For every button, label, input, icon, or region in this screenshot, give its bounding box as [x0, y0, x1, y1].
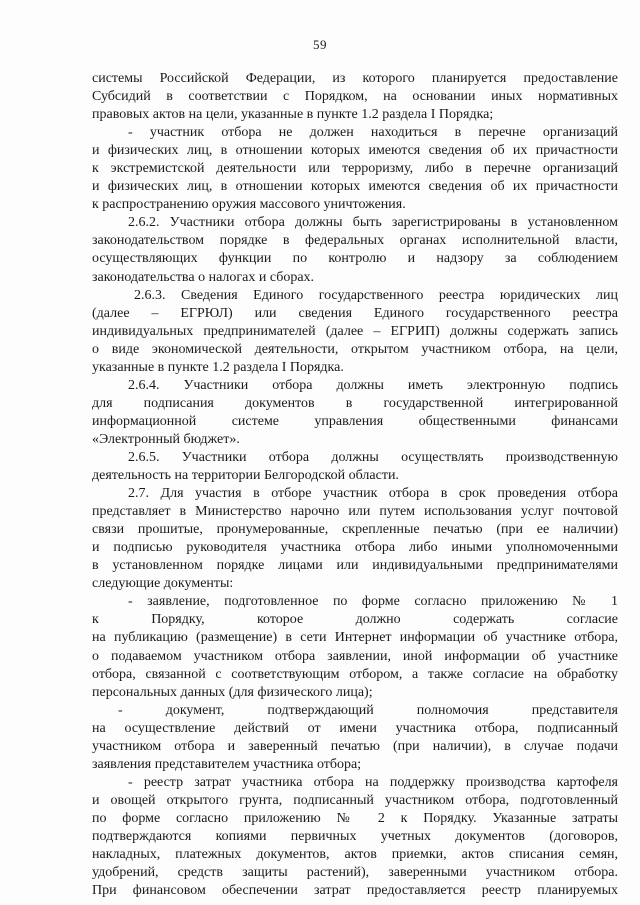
text-line: - документ, подтверждающий полномочия представителя: [118, 702, 618, 718]
text-line: правовых актов на цели, указанные в пункте 1.2 раздела I Порядка;: [92, 107, 494, 123]
text-line: накладных, платежных документов, актов приемки, актов списания семян,: [92, 847, 618, 863]
text-line: удобрений, средств защиты растений), заверенными участником отбора.: [92, 865, 618, 881]
text-line: к Порядку, которое должно содержать согласие: [92, 612, 618, 628]
text-line: 2.6.3. Сведения Единого государственного реестра юридических лиц: [134, 287, 618, 303]
text-line: отбора, связанной с соответствующим отбором, а также согласие на обработку: [92, 666, 618, 682]
text-line: в установленном порядке лицами или индивидуальными предпринимателями: [92, 558, 618, 574]
text-line: на публикацию (размещение) в сети Интернет информации об участнике отбора,: [92, 630, 618, 646]
text-line: (далее – ЕГРЮЛ) или сведения Единого государственного реестра: [92, 305, 618, 321]
text-line: - реестр затрат участника отбора на поддержку производства картофеля: [128, 774, 618, 790]
text-line: осуществляющих функции по контролю и надзору за соблюдением: [92, 251, 618, 267]
text-line: «Электронный бюджет».: [92, 431, 240, 447]
text-line: подтверждаются копиями первичных учетных документов (договоров,: [92, 828, 618, 844]
text-line: на осуществление действий от имени участника отбора, подписанный: [92, 720, 618, 736]
text-line: деятельность на территории Белгородской области.: [92, 468, 399, 484]
text-line: 2.7. Для участия в отборе участник отбора в срок проведения отбора: [128, 486, 618, 502]
text-line: о подаваемом участником отбора заявлении, иной информации об участнике: [92, 648, 618, 664]
text-line: 2.6.4. Участники отбора должны иметь электронную подпись: [128, 377, 618, 393]
text-line: и физических лиц, в отношении которых имеются сведения об их причастности: [92, 179, 618, 195]
text-line: по форме согласно приложению № 2 к Порядку. Указанные затраты: [92, 810, 618, 826]
text-line: к экстремистской деятельности или терроризму, либо в перечне организаций: [92, 161, 618, 177]
text-line: к распространению оружия массового уничтожения.: [92, 197, 406, 213]
text-line: заявления представителем участника отбора;: [92, 756, 362, 772]
text-line: связи прошитые, пронумерованные, скрепленные печатью (при ее наличии): [92, 522, 618, 538]
text-line: законодательством порядке в федеральных органах исполнительной власти,: [92, 233, 618, 249]
text-line: представляет в Министерство нарочно или путем использования услуг почтовой: [92, 504, 618, 520]
text-line: о виде экономической деятельности, открытом участником отбора, на цели,: [92, 341, 618, 357]
text-line: законодательства о налогах и сборах.: [92, 269, 315, 285]
text-line: и физических лиц, в отношении которых имеются сведения об их причастности: [92, 143, 618, 159]
text-line: и подписью руководителя участника отбора либо иными уполномоченными: [92, 540, 618, 556]
document-body: [92, 70, 618, 900]
text-line: Субсидий в соответствии с Порядком, на основании иных нормативных: [92, 89, 618, 105]
text-line: системы Российской Федерации, из которого планируется предоставление: [92, 71, 618, 86]
text-line: - заявление, подготовленное по форме согласно приложению № 1: [128, 594, 618, 610]
text-line: При финансовом обеспечении затрат предоставляется реестр планируемых: [92, 883, 618, 899]
text-line: для подписания документов в государственной интегрированной: [92, 395, 618, 411]
text-line: 2.6.2. Участники отбора должны быть зарегистрированы в установленном: [128, 215, 618, 231]
text-line: следующие документы:: [92, 576, 234, 592]
text-line: 2.6.5. Участники отбора должны осуществлять производственную: [128, 449, 618, 465]
text-line: информационной системе управления общественными финансами: [92, 413, 618, 429]
text-line: персональных данных (для физического лица);: [92, 684, 373, 700]
page-number: 59: [313, 37, 327, 52]
text-line: указанные в пункте 1.2 раздела I Порядка.: [92, 359, 344, 375]
text-line: и овощей открытого грунта, подписанный участником отбора, подготовленный: [92, 792, 618, 808]
text-line: участником отбора и заверенный печатью (при наличии), в случае подачи: [92, 738, 618, 754]
text-line: - участник отбора не должен находиться в перечне организаций: [128, 125, 618, 141]
text-line: индивидуальных предпринимателей (далее – ЕГРИП) должны содержать запись: [92, 323, 618, 339]
